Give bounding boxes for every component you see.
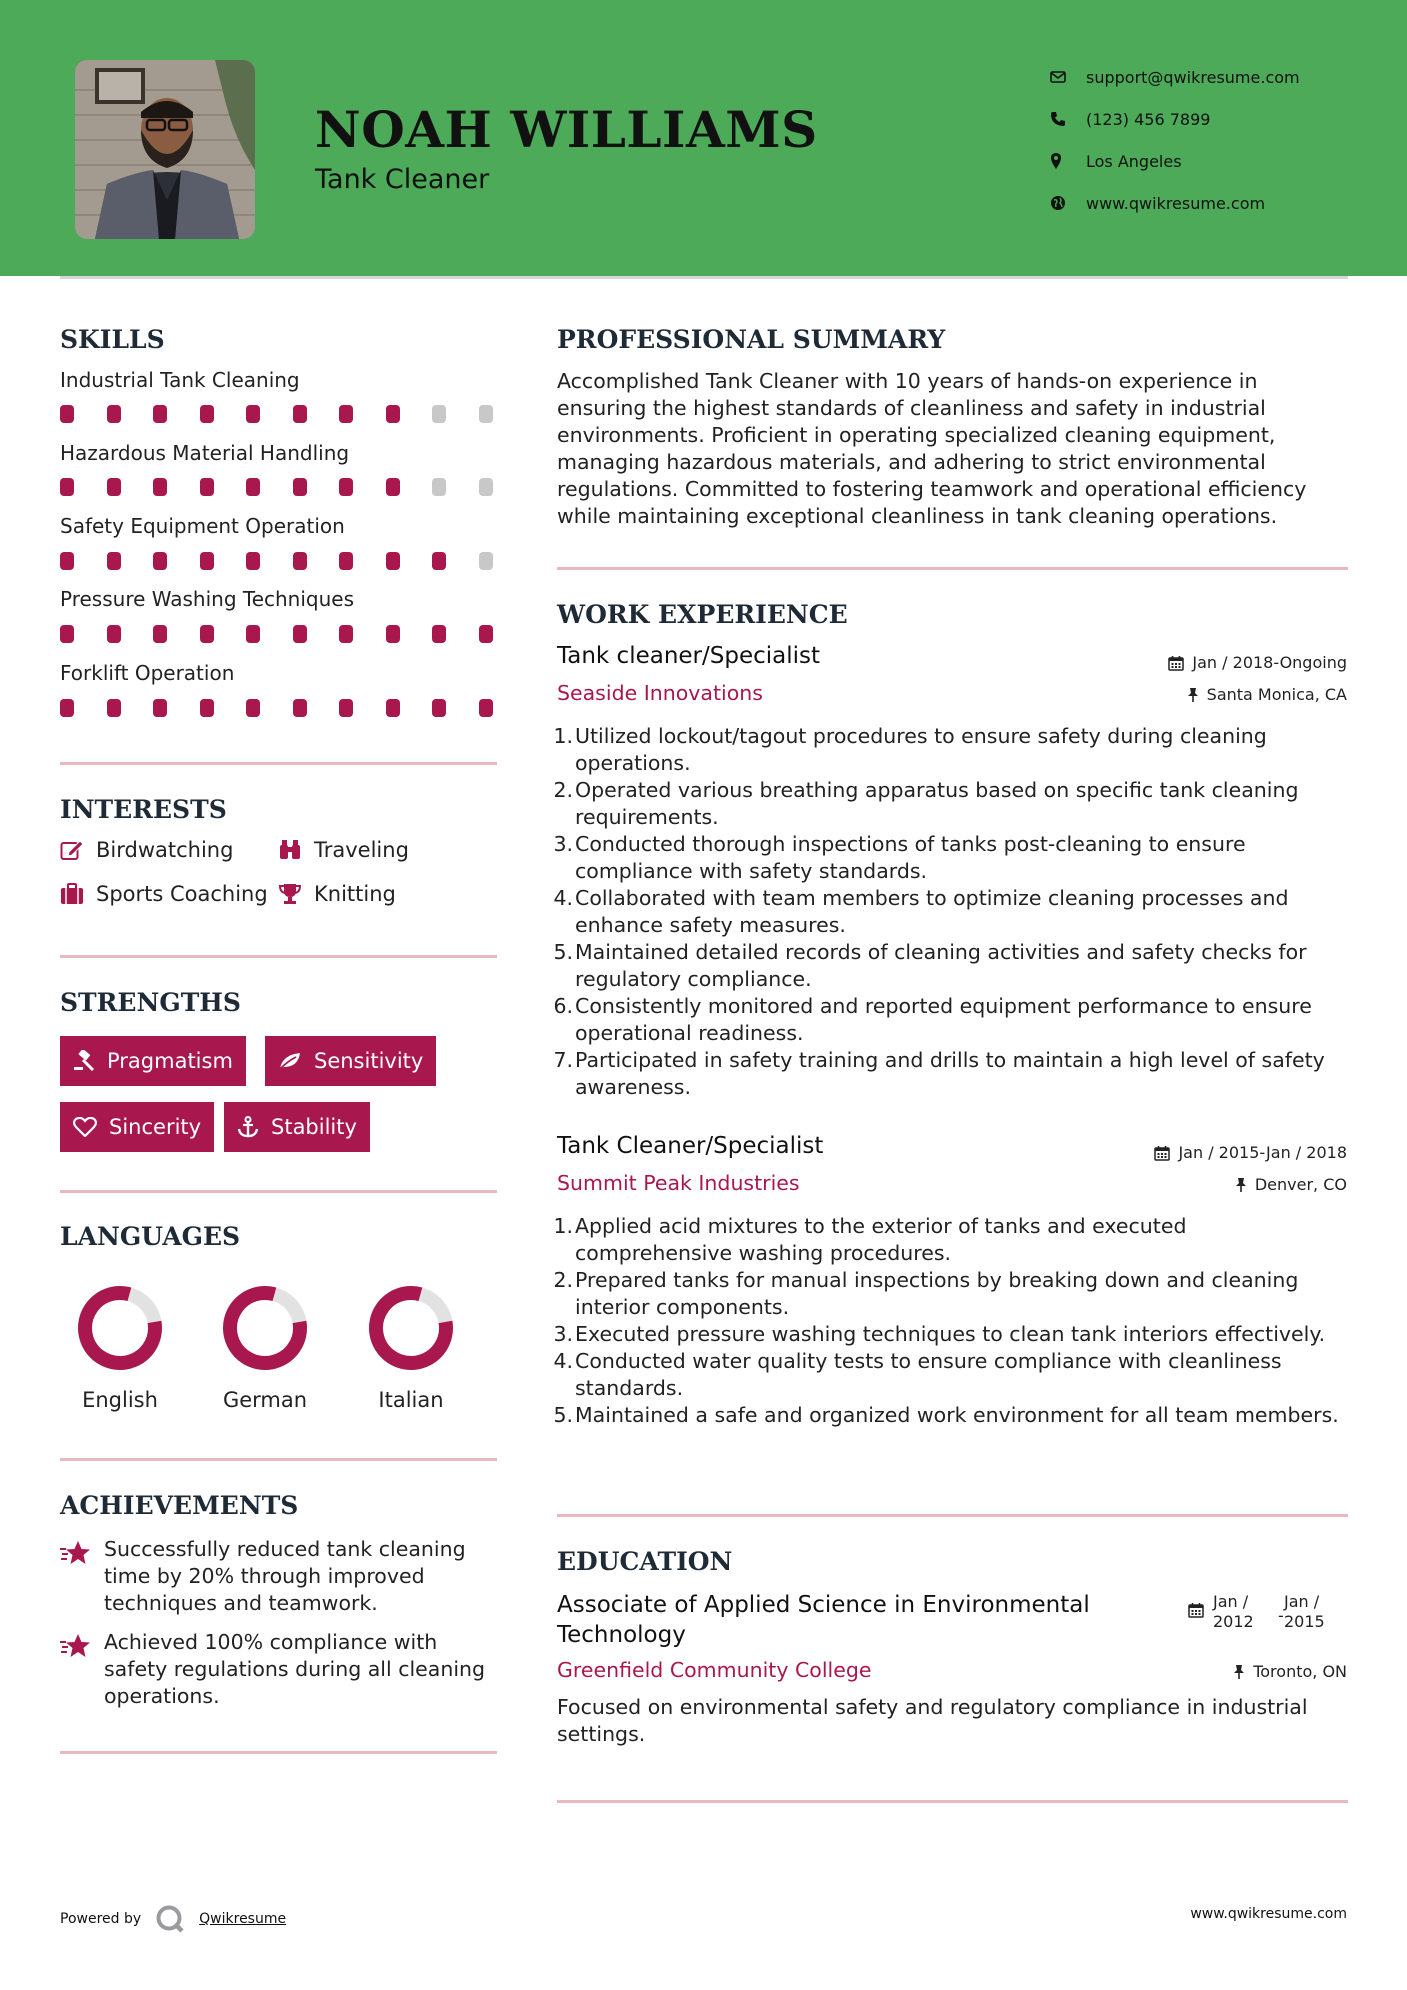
- interest-item: [60, 838, 233, 862]
- language-label: English: [82, 1388, 158, 1412]
- section-divider: [60, 1190, 497, 1193]
- skill-dot-filled: [293, 552, 307, 570]
- achievements-heading: ACHIEVEMENTS: [60, 1491, 299, 1520]
- skill-dot-filled: [293, 699, 307, 717]
- skill-dot-empty: [432, 478, 446, 496]
- skill-dot-filled: [386, 405, 400, 423]
- qwikresume-logo-icon: [155, 1904, 185, 1934]
- list-item: 2. Prepared tanks for manual inspections by breaking down and cleaning interior components.: [553, 1268, 1299, 1319]
- job-dates-text: Jan / 2015-Jan / 2018: [1178, 1143, 1347, 1162]
- skill-dot-filled: [339, 699, 353, 717]
- skill-dot-filled: [60, 478, 74, 496]
- gavel-icon: [73, 1050, 95, 1072]
- bullet-text: Participated in safety training and drills to maintain a high level of safety awareness.: [575, 1048, 1325, 1099]
- interest-item: [60, 882, 268, 906]
- edu-start-month: Jan /: [1213, 1592, 1249, 1611]
- list-item: 5. Maintained detailed records of cleaning activities and safety checks for regulatory compliance.: [553, 940, 1307, 991]
- contact-phone-text[interactable]: (123) 456 7899: [1086, 109, 1211, 129]
- contact-phone[interactable]: [1050, 98, 1390, 140]
- skill-dot-filled: [153, 552, 167, 570]
- calendar-icon: [1188, 1602, 1204, 1622]
- skill-dot-filled: [200, 625, 214, 643]
- list-item: 2. Operated various breathing apparatus based on specific tank cleaning requirements.: [553, 778, 1299, 829]
- education-location-text: Toronto, ON: [1253, 1662, 1347, 1681]
- job-title: Tank cleaner/Specialist: [557, 643, 821, 669]
- strength-label: Sincerity: [109, 1115, 202, 1139]
- strength-badge: [265, 1036, 436, 1086]
- skill-dot-filled: [200, 552, 214, 570]
- language-chart: [205, 1278, 325, 1382]
- list-item: 5. Maintained a safe and organized work environment for all team members.: [553, 1403, 1339, 1427]
- bullet-text: Collaborated with team members to optimize cleaning processes and enhance safety measures.: [575, 886, 1289, 937]
- trophy-icon: [278, 883, 314, 905]
- section-divider: [60, 1751, 497, 1754]
- education-location: [1233, 1662, 1347, 1681]
- skill-dot-filled: [432, 625, 446, 643]
- bullet-text: Conducted water quality tests to ensure compliance with cleanliness standards.: [575, 1349, 1282, 1400]
- skill-dot-filled: [200, 405, 214, 423]
- skill-dot-filled: [479, 625, 493, 643]
- profile-photo: [75, 60, 255, 239]
- bullet-text: Operated various breathing apparatus based on specific tank cleaning requirements.: [575, 778, 1299, 829]
- strength-badge: [60, 1036, 246, 1086]
- skill-name: Industrial Tank Cleaning: [60, 368, 300, 392]
- edu-date-separator: -: [1278, 1606, 1284, 1625]
- list-item: 1. Utilized lockout/tagout procedures to ensure safety during cleaning operations.: [553, 724, 1267, 775]
- skill-dot-filled: [60, 405, 74, 423]
- pushpin-icon: [1233, 1664, 1245, 1680]
- job-dates: [1154, 1143, 1347, 1162]
- skill-dot-filled: [479, 699, 493, 717]
- summary-heading: PROFESSIONAL SUMMARY: [557, 325, 946, 354]
- skill-dot-filled: [339, 625, 353, 643]
- list-item: 1. Applied acid mixtures to the exterior of tanks and executed comprehensive washing procedures.: [553, 1214, 1187, 1265]
- calendar-icon: [1154, 1145, 1170, 1161]
- strength-badge: [60, 1102, 214, 1152]
- bullet-text: Consistently monitored and reported equipment performance to ensure operational readiness.: [575, 994, 1312, 1045]
- header-divider: [60, 276, 1348, 279]
- location-pin-icon: [1050, 151, 1086, 171]
- company-name: Summit Peak Industries: [557, 1171, 800, 1195]
- degree-title: Associate of Applied Science in Environmental Technology: [557, 1592, 1090, 1648]
- skill-name: Forklift Operation: [60, 661, 235, 685]
- company-name: Seaside Innovations: [557, 681, 763, 705]
- leaf-icon: [278, 1051, 302, 1071]
- skill-rating: [60, 405, 500, 423]
- section-divider: [60, 1458, 497, 1461]
- candidate-title: Tank Cleaner: [315, 164, 490, 195]
- footer-website[interactable]: www.qwikresume.com: [1190, 1906, 1347, 1922]
- skill-name: Hazardous Material Handling: [60, 441, 350, 465]
- edu-end-month: Jan /: [1284, 1592, 1320, 1611]
- skill-dot-filled: [293, 405, 307, 423]
- achievement-text: Achieved 100% compliance with safety regulations during all cleaning operations.: [104, 1630, 486, 1708]
- suitcase-icon: [60, 883, 96, 905]
- skill-dot-filled: [153, 478, 167, 496]
- school-name: Greenfield Community College: [557, 1658, 872, 1682]
- list-item: 7. Participated in safety training and drills to maintain a high level of safety awareness.: [553, 1048, 1325, 1099]
- skill-dot-empty: [479, 552, 493, 570]
- qwikresume-link[interactable]: Qwikresume: [199, 1911, 287, 1927]
- skill-dot-filled: [386, 625, 400, 643]
- interest-label: Sports Coaching: [96, 882, 268, 906]
- skill-rating: [60, 552, 500, 570]
- candidate-name: NOAH WILLIAMS: [315, 100, 818, 159]
- pushpin-icon: [1235, 1177, 1247, 1193]
- skill-dot-filled: [293, 625, 307, 643]
- skill-dot-filled: [246, 478, 260, 496]
- job-location-text: Santa Monica, CA: [1206, 685, 1347, 704]
- pushpin-icon: [1187, 687, 1199, 703]
- skill-dot-filled: [339, 478, 353, 496]
- bullet-text: Maintained detailed records of cleaning activities and safety checks for regulatory compliance.: [575, 940, 1307, 991]
- skill-dot-filled: [107, 552, 121, 570]
- strength-label: Sensitivity: [314, 1049, 424, 1073]
- language-chart: [351, 1278, 471, 1382]
- contact-website[interactable]: [1050, 182, 1390, 224]
- skill-dot-filled: [153, 405, 167, 423]
- job-dates: [1168, 653, 1347, 672]
- skill-dot-filled: [386, 478, 400, 496]
- interest-label: Knitting: [314, 882, 396, 906]
- skill-dot-filled: [339, 552, 353, 570]
- skill-name: Pressure Washing Techniques: [60, 587, 355, 611]
- footer-powered-by: [60, 1904, 286, 1934]
- skill-dot-filled: [60, 699, 74, 717]
- skill-dot-filled: [246, 552, 260, 570]
- contact-location: [1050, 140, 1390, 182]
- language-label: German: [222, 1388, 308, 1412]
- powered-by-text: Powered by: [60, 1911, 142, 1927]
- strength-label: Stability: [271, 1115, 357, 1139]
- list-item: 4. Collaborated with team members to optimize cleaning processes and enhance safety measures.: [553, 886, 1289, 937]
- phone-icon: [1050, 109, 1086, 129]
- skill-dot-filled: [60, 625, 74, 643]
- skill-name: Safety Equipment Operation: [60, 514, 345, 538]
- bullet-text: Executed pressure washing techniques to clean tank interiors effectively.: [575, 1322, 1326, 1346]
- strength-badge: [224, 1102, 370, 1152]
- skill-dot-filled: [246, 625, 260, 643]
- contact-list: [1050, 56, 1390, 224]
- list-item: 3. Executed pressure washing techniques to clean tank interiors effectively.: [553, 1322, 1326, 1346]
- experience-heading: WORK EXPERIENCE: [557, 600, 848, 629]
- education-dates: [1188, 1592, 1348, 1636]
- skill-dot-filled: [386, 699, 400, 717]
- skill-dot-filled: [153, 699, 167, 717]
- bullet-text: Maintained a safe and organized work environment for all team members.: [575, 1403, 1339, 1427]
- skill-dot-filled: [107, 699, 121, 717]
- job-location: [1187, 685, 1347, 704]
- bullet-text: Conducted thorough inspections of tanks post-cleaning to ensure compliance with safety standards.: [575, 832, 1246, 883]
- job-location-text: Denver, CO: [1254, 1175, 1347, 1194]
- section-divider: [557, 567, 1348, 570]
- skill-dot-filled: [200, 478, 214, 496]
- skill-dot-empty: [479, 405, 493, 423]
- skill-dot-filled: [386, 552, 400, 570]
- star-icon: [60, 1633, 92, 1663]
- job-location: [1235, 1175, 1347, 1194]
- contact-website-text[interactable]: www.qwikresume.com: [1086, 193, 1266, 213]
- contact-location-text: Los Angeles: [1086, 151, 1182, 171]
- skill-rating: [60, 478, 500, 496]
- heart-icon: [73, 1117, 97, 1137]
- contact-email[interactable]: [1050, 56, 1390, 98]
- skill-dot-filled: [432, 699, 446, 717]
- language-label: Italian: [378, 1388, 444, 1412]
- skill-dot-filled: [153, 625, 167, 643]
- calendar-icon: [1168, 655, 1184, 671]
- strengths-heading: STRENGTHS: [60, 988, 241, 1017]
- skill-dot-filled: [107, 478, 121, 496]
- job-dates-text: Jan / 2018-Ongoing: [1192, 653, 1347, 672]
- skill-dot-filled: [246, 405, 260, 423]
- bullet-text: Applied acid mixtures to the exterior of tanks and executed comprehensive washing procedures.: [575, 1214, 1187, 1265]
- job-bullets: [553, 1213, 1347, 1429]
- education-heading: EDUCATION: [557, 1547, 733, 1576]
- skill-dot-filled: [200, 699, 214, 717]
- anchor-icon: [237, 1116, 259, 1138]
- section-divider: [60, 955, 497, 958]
- job-title: Tank Cleaner/Specialist: [557, 1133, 824, 1159]
- skill-dot-filled: [107, 405, 121, 423]
- language-chart: [60, 1278, 180, 1382]
- globe-icon: [1050, 193, 1086, 213]
- star-icon: [60, 1540, 92, 1570]
- interest-item: [278, 882, 396, 906]
- bullet-text: Utilized lockout/tagout procedures to ensure safety during cleaning operations.: [575, 724, 1267, 775]
- skill-dot-filled: [246, 699, 260, 717]
- list-item: 6. Consistently monitored and reported equipment performance to ensure operational readiness.: [553, 994, 1312, 1045]
- job-bullets: [553, 723, 1347, 1101]
- skill-dot-filled: [107, 625, 121, 643]
- skill-dot-filled: [293, 478, 307, 496]
- section-divider: [60, 762, 497, 765]
- section-divider: [557, 1514, 1348, 1517]
- edit-icon: [60, 839, 96, 861]
- skill-dot-filled: [432, 552, 446, 570]
- education-description: Focused on environmental safety and regulatory compliance in industrial settings.: [557, 1695, 1308, 1746]
- interest-label: Birdwatching: [96, 838, 234, 862]
- summary-text: Accomplished Tank Cleaner with 10 years of hands-on experience in ensuring the highest standards of cleanliness and safety in industrial environments. Proficient in operating specialized cleaning equipment, managing hazardous materials, and adhering to strict environmental regulations. Committed to fostering teamwork and operational efficiency while maintaining exceptional cleanliness in tank cleaning operations.: [557, 369, 1307, 528]
- skill-dot-empty: [479, 478, 493, 496]
- section-divider: [557, 1800, 1348, 1803]
- contact-email-text[interactable]: support@qwikresume.com: [1086, 67, 1300, 87]
- list-item: 3. Conducted thorough inspections of tanks post-cleaning to ensure compliance with safety standards.: [553, 832, 1246, 883]
- bullet-text: Prepared tanks for manual inspections by breaking down and cleaning interior components.: [575, 1268, 1299, 1319]
- skill-dot-filled: [339, 405, 353, 423]
- interest-label: Traveling: [314, 838, 409, 862]
- list-item: 4. Conducted water quality tests to ensure compliance with cleanliness standards.: [553, 1349, 1282, 1400]
- interest-item: [278, 838, 409, 862]
- header-banner: [0, 0, 1407, 276]
- skill-dot-filled: [60, 552, 74, 570]
- skill-dot-empty: [432, 405, 446, 423]
- skill-rating: [60, 699, 500, 717]
- skills-heading: SKILLS: [60, 325, 165, 354]
- strength-label: Pragmatism: [107, 1049, 233, 1073]
- edu-end-year: 2015: [1284, 1612, 1325, 1631]
- achievement-text: Successfully reduced tank cleaning time by 20% through improved techniques and teamwork.: [104, 1537, 466, 1615]
- skill-rating: [60, 625, 500, 643]
- interests-heading: INTERESTS: [60, 795, 227, 824]
- email-icon: [1050, 67, 1086, 87]
- binoculars-icon: [278, 839, 314, 861]
- languages-heading: LANGUAGES: [60, 1222, 241, 1251]
- edu-start-year: 2012: [1213, 1612, 1254, 1631]
